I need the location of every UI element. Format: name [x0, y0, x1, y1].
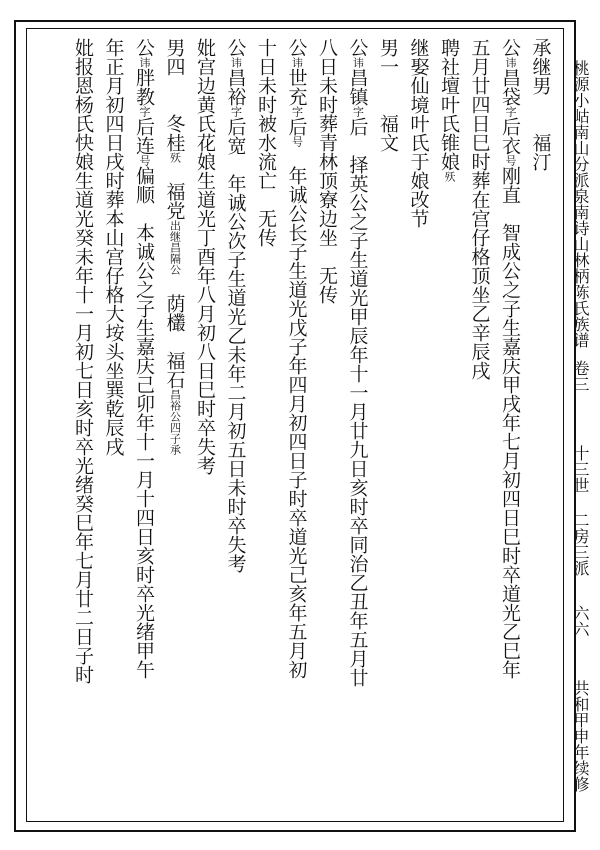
- column-text: 妣报恩杨氏快娘生道光癸未年十一月初七日亥时卒光绪癸巳年七月廿二日子时: [72, 38, 94, 684]
- column-text: 后宽 年诚公次子生道光乙未年二月初五日未时卒失考: [224, 117, 247, 573]
- column-text: 八日未时葬青林顶寮边坐 无传: [316, 38, 338, 304]
- column-text: 后衣: [499, 117, 521, 155]
- column-text: 昌袋: [499, 68, 521, 106]
- column-text: 男一 福文: [377, 38, 399, 152]
- text-column: [312, 38, 342, 818]
- column-text: 福党: [163, 163, 186, 220]
- annotation-small: 号: [138, 155, 151, 166]
- annotation-small: 字: [504, 106, 517, 117]
- text-column: [373, 38, 403, 818]
- text-column: [160, 38, 190, 818]
- annotation-small: 号: [290, 136, 304, 147]
- annotation-small: 讳: [351, 57, 365, 68]
- column-text: 五月廿四日巳时葬在宫仔格顶坐乙辛辰戌: [468, 38, 491, 380]
- annotation-small: 号: [504, 155, 517, 166]
- column-text: 男四 冬桂: [163, 38, 186, 152]
- text-column: [282, 38, 312, 818]
- column-text: 世充: [285, 68, 308, 106]
- column-text: 昌裕: [224, 68, 247, 106]
- text-column: [343, 38, 373, 818]
- text-column: [495, 38, 525, 818]
- column-text: 妣宫边黄氏花娘生道光丁酉年八月初八日巳时卒失考: [194, 38, 216, 475]
- column-text: 刚直 智成公之子生嘉庆甲戌年七月初四日巳时卒道光乙巳年: [499, 166, 521, 679]
- volume-label: 卷三: [571, 360, 590, 392]
- annotation-small: 讳: [504, 57, 517, 68]
- annotation-small: 字: [351, 106, 365, 117]
- column-text: 公: [133, 38, 155, 57]
- annotation-small: 讳: [229, 57, 243, 68]
- column-text: 偏顺 本诚公之子生嘉庆己卯年十一月十四日亥时卒光绪甲午: [133, 166, 155, 679]
- column-text: 后连: [133, 117, 155, 155]
- column-text: 荫欉 福石: [163, 275, 186, 389]
- edition-note: 共和甲申年续修: [571, 680, 590, 792]
- annotation-small: 殀: [168, 152, 182, 163]
- annotation-small: 讳: [138, 57, 151, 68]
- column-text: 胖教: [133, 68, 155, 106]
- annotation-small: 殀: [443, 171, 456, 182]
- annotation-small: 字: [229, 106, 243, 117]
- column-text: 公: [285, 38, 308, 57]
- annotation-small: 昌裕公四子承: [168, 389, 182, 455]
- column-text: 公: [499, 38, 521, 57]
- margin-header: [566, 20, 594, 832]
- text-columns: [40, 38, 556, 818]
- text-column: [526, 38, 556, 818]
- column-text: 公: [346, 38, 369, 57]
- annotation-small: 字: [290, 106, 304, 117]
- column-text: 年正月初四日戌时葬本山宫仔格大垵头坐巽乾辰戌: [102, 38, 125, 456]
- text-column: [434, 38, 464, 818]
- text-column: [190, 38, 220, 818]
- annotation-small: 出继昌隔公: [168, 220, 182, 275]
- column-text: 福汀: [529, 95, 552, 171]
- text-column: [251, 38, 281, 818]
- text-column: [99, 38, 129, 818]
- text-column: [129, 38, 159, 818]
- column-text: 后 择英公之子生道光甲辰年十一月廿九日亥时卒同治乙丑年五月廿: [346, 117, 369, 687]
- column-text: 聘社壇叶氏锥娘: [438, 38, 460, 171]
- text-column: [68, 38, 98, 818]
- text-column: [404, 38, 434, 818]
- column-text: 昌镇: [346, 68, 369, 106]
- generation-branch: 十三世 二房三派: [571, 445, 590, 576]
- text-column: [221, 38, 251, 818]
- annotation-small: 讳: [290, 57, 304, 68]
- genealogy-title: 桃源小岵南山分派泉南诗山林柄陈氏族谱: [571, 60, 590, 348]
- annotation-small: 字: [138, 106, 151, 117]
- column-text: 继娶仙境叶氏于娘改节: [407, 38, 430, 228]
- column-text: 后: [285, 117, 308, 136]
- column-text: 十日未时被水流亡 无传: [255, 38, 277, 247]
- column-text: 公: [224, 38, 247, 57]
- column-text: 年诚公长子生道光戊子年四月初四日子时卒道光己亥年五月初: [285, 147, 308, 679]
- page-number: 六六: [571, 605, 590, 637]
- text-column: [465, 38, 495, 818]
- column-text: 承继男: [529, 38, 552, 95]
